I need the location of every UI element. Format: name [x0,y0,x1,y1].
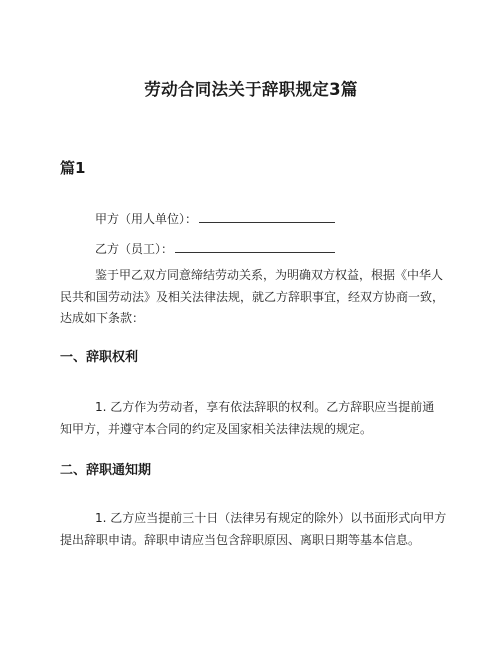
section-line: 1. 乙方作为劳动者，享有依法辞职的权利。乙方辞职应当提前通 [95,400,435,414]
party-a-blank-line [199,211,335,223]
intro-line: 民共和国劳动法》及相关法律法规，就乙方辞职事宜，经双方协商一致， [60,289,445,304]
party-a-label: 甲方（用人单位）： [95,212,198,226]
section-line: 1. 乙方应当提前三十日（法律另有规定的除外）以书面形式向甲方 [95,511,447,525]
section-heading-resignation-right: 一、辞职权利 [60,350,139,365]
party-b-blank-line [175,241,335,253]
section-paragraph-notice-period [60,508,446,551]
party-a-field [95,210,335,227]
document-title: 劳动合同法关于辞职规定3篇 [144,80,358,99]
section-line: 提出辞职申请。辞职申请应当包含辞职原因、离职日期等基本信息。 [60,532,421,547]
part-heading: 篇1 [60,159,86,177]
section-paragraph-resignation-right [60,397,446,440]
section-heading-notice-period: 二、辞职通知期 [60,463,152,478]
intro-line: 鉴于甲乙双方同意缔结劳动关系，为明确双方权益，根据《中华人 [95,268,444,282]
intro-paragraph [60,265,446,330]
intro-line: 达成如下条款： [60,311,145,325]
party-b-field [95,240,335,257]
party-b-label: 乙方（员工）： [95,242,174,256]
section-line: 知甲方，并遵守本合同的约定及国家相关法律法规的规定。 [60,421,373,436]
